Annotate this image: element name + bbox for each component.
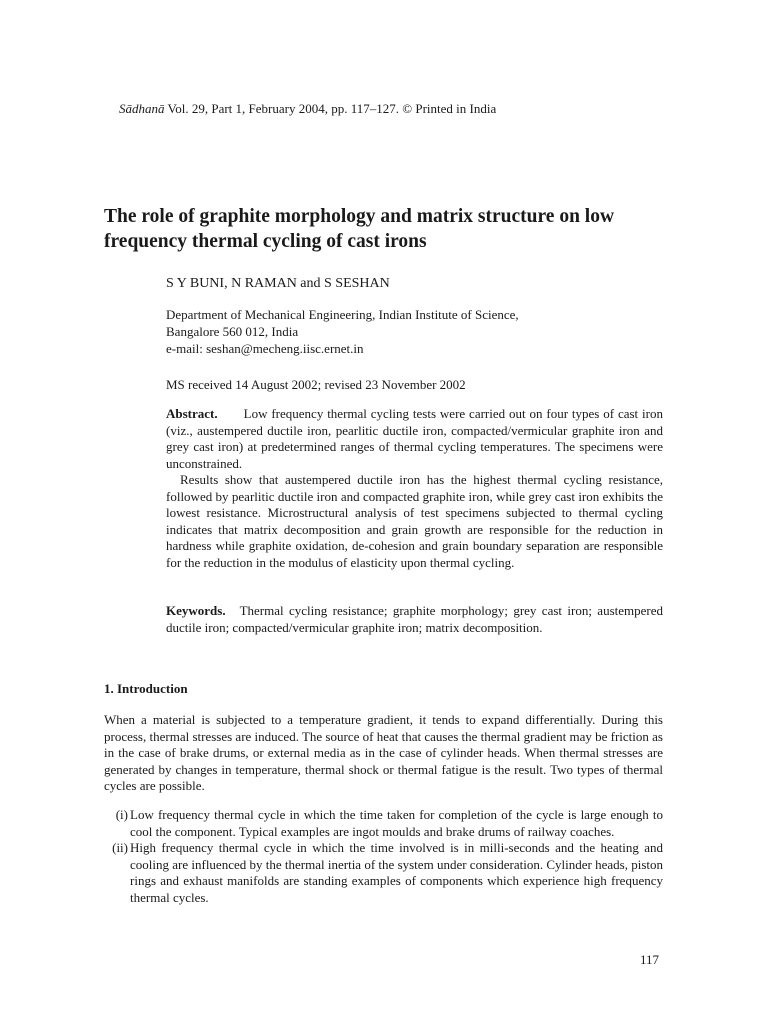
running-head [119, 101, 496, 117]
keywords-text: Thermal cycling resistance; graphite morphology; grey cast iron; austempered ductile iron; compacted/vermicular graphite iron; matrix decomposition. [166, 603, 663, 635]
introduction-paragraph: When a material is subjected to a temperature gradient, it tends to expand differentially. During this process, thermal stresses are induced. The source of heat that causes the thermal gradient may be friction as in the case of brake drums, or external media as in the case of cylinder heads. When thermal stresses are generated by changes in temperature, thermal shock or thermal fatigue is the result. Two types of thermal cycles are possible. [104, 712, 663, 794]
journal-name: Sādhanā [119, 101, 165, 116]
list-item [104, 840, 663, 906]
abstract-paragraph-2: Results show that austempered ductile iron has the highest thermal cycling resistance, followed by pearlitic ductile iron and compacted graphite iron, while grey cast iron exhibits the lowest resistance. Microstructural analysis of test specimens subjected to thermal cycling indicates that matrix decomposition and grain growth are responsible for the reduction in hardness while graphite oxidation, de-cohesion and grain boundary separation are responsible for the reduction in the modulus of elasticity upon thermal cycling. [166, 472, 663, 570]
abstract-paragraph-1 [166, 406, 663, 472]
abstract [166, 406, 663, 571]
keywords-label: Keywords. [166, 603, 226, 618]
abstract-text-1: Low frequency thermal cycling tests were carried out on four types of cast iron (viz., austempered ductile iron, pearlitic ductile iron, compacted/vermicular graphite iron and grey cast iron) at predetermined ranges of thermal cycling temperatures. The specimens were unconstrained. [166, 406, 663, 471]
author-list: S Y BUNI, N RAMAN and S SESHAN [166, 276, 390, 291]
list-item-number: (i) [115, 807, 128, 822]
affiliation [166, 306, 519, 357]
affiliation-email: e-mail: seshan@mecheng.iisc.ernet.in [166, 341, 364, 356]
thermal-cycle-list [104, 807, 663, 907]
paper-title: The role of graphite morphology and matrix structure on low frequency thermal cycling of cast irons [104, 206, 615, 252]
list-item [104, 807, 663, 840]
list-item-text: Low frequency thermal cycle in which the time taken for completion of the cycle is large enough to cool the component. Typical examples are ingot moulds and brake drums of railway coaches. [130, 807, 663, 839]
received-dates: MS received 14 August 2002; revised 23 November 2002 [166, 377, 466, 392]
abstract-label: Abstract. [166, 406, 218, 421]
citation-info: Vol. 29, Part 1, February 2004, pp. 117–127. © Printed in India [167, 101, 497, 116]
section-heading-introduction: 1. Introduction [104, 681, 188, 696]
affiliation-address: Bangalore 560 012, India [166, 324, 299, 339]
keywords [166, 603, 663, 636]
list-item-number: (ii) [112, 840, 128, 856]
list-item-text: High frequency thermal cycle in which the time involved is in milli-seconds and the heating and cooling are influenced by the thermal inertia of the system under consideration. Cylinder heads, piston rings and exhaust manifolds are standing examples of components which experience high frequency thermal cycles. [130, 840, 663, 905]
page-number: 117 [640, 952, 660, 967]
affiliation-department: Department of Mechanical Engineering, Indian Institute of Science, [166, 307, 519, 322]
